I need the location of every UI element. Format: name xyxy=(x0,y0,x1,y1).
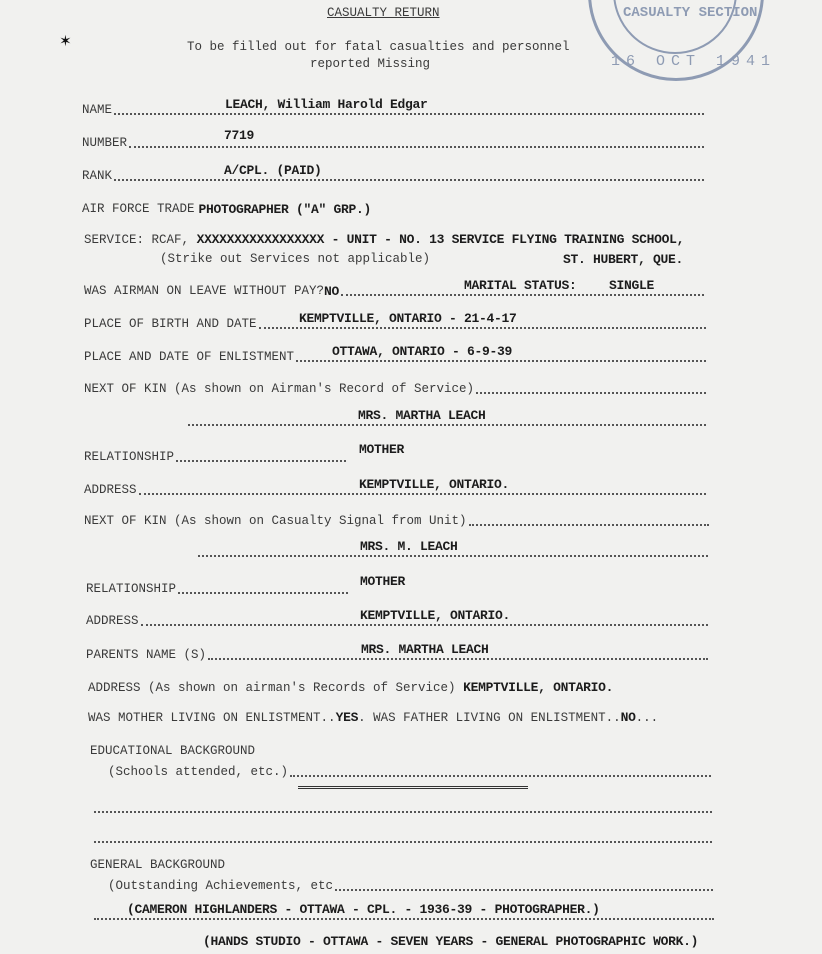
father-living-value: NO xyxy=(620,710,636,725)
document-title: CASUALTY RETURN xyxy=(327,6,440,20)
leave-value: NO xyxy=(324,284,340,299)
nok2-address: KEMPTVILLE, ONTARIO. xyxy=(360,608,511,623)
education-underline xyxy=(298,786,528,789)
nok2-label: NEXT OF KIN (As shown on Casualty Signal from Unit) xyxy=(84,514,467,528)
rank-value: A/CPL. (PAID) xyxy=(224,163,322,178)
enlistment-label: PLACE AND DATE OF ENLISTMENT xyxy=(84,350,295,364)
number-label: NUMBER xyxy=(82,136,128,150)
name-row xyxy=(82,97,704,118)
birth-label: PLACE OF BIRTH AND DATE xyxy=(84,317,257,331)
marital-label: MARITAL STATUS: xyxy=(464,278,577,293)
birth-row xyxy=(84,311,706,332)
stamp-text: CASUALTY SECTION xyxy=(623,5,758,21)
service-note: (Strike out Services not applicable) xyxy=(160,252,431,266)
education-label: EDUCATIONAL BACKGROUND xyxy=(90,744,256,758)
trade-label: AIR FORCE TRADE xyxy=(82,202,195,216)
trade-row xyxy=(82,201,422,217)
mother-living-label: WAS MOTHER LIVING ON ENLISTMENT xyxy=(88,711,321,725)
leave-row xyxy=(84,278,704,299)
service-value: - UNIT - NO. 13 SERVICE FLYING TRAINING SCHOOL, xyxy=(331,232,685,247)
living-row: WAS MOTHER LIVING ON ENLISTMENT..YES. WAS FATHER LIVING ON ENLISTMENT..NO... xyxy=(88,710,659,725)
marital-value: SINGLE xyxy=(609,278,655,293)
trade-value: PHOTOGRAPHER ("A" GRP.) xyxy=(198,202,372,217)
nok2-relationship-label: RELATIONSHIP xyxy=(86,582,177,596)
parents-address-row xyxy=(88,680,613,696)
intro-line-2: reported Missing xyxy=(310,57,431,71)
general-sub-row xyxy=(108,878,713,894)
received-stamp xyxy=(588,0,777,81)
name-label: NAME xyxy=(82,103,113,117)
parents-address-value: KEMPTVILLE, ONTARIO. xyxy=(463,680,614,695)
intro-line-1: To be filled out for fatal casualties and personnel xyxy=(187,40,570,54)
general-label: GENERAL BACKGROUND xyxy=(90,858,226,872)
nok1-address-row xyxy=(84,477,706,498)
nok1-relationship: MOTHER xyxy=(359,442,405,457)
service-row xyxy=(84,232,684,248)
education-sub: (Schools attended, etc.) xyxy=(108,765,289,779)
nok1-label: NEXT OF KIN (As shown on Airman's Record of Service) xyxy=(84,382,475,396)
enlistment-value: OTTAWA, ONTARIO - 6-9-39 xyxy=(332,344,513,359)
nok2-row xyxy=(84,513,709,529)
nok2-address-row xyxy=(86,608,708,629)
parents-address-label: ADDRESS (As shown on airman's Records of Service) xyxy=(88,681,456,695)
blank-line-2 xyxy=(92,830,712,846)
nok1-address: KEMPTVILLE, ONTARIO. xyxy=(359,477,510,492)
nok2-address-label: ADDRESS xyxy=(86,614,139,628)
nok1-address-label: ADDRESS xyxy=(84,483,137,497)
blank-line-1 xyxy=(92,800,712,816)
nok2-relationship: MOTHER xyxy=(360,574,406,589)
birth-value: KEMPTVILLE, ONTARIO - 21-4-17 xyxy=(299,311,517,326)
nok1-row xyxy=(84,381,706,397)
number-row xyxy=(82,128,704,151)
nok2-name: MRS. M. LEACH xyxy=(360,539,458,554)
nok1-relationship-row xyxy=(84,442,706,465)
rank-row xyxy=(82,163,704,184)
nok2-name-row xyxy=(196,539,708,560)
nok2-relationship-row xyxy=(86,574,708,597)
general-sub: (Outstanding Achievements, etc xyxy=(108,879,334,893)
general-line-1: (CAMERON HIGHLANDERS - OTTAWA - CPL. - 1936-39 - PHOTOGRAPHER.) xyxy=(127,902,600,917)
stamp-date: 16 OCT 1941 xyxy=(611,53,777,70)
parents-value: MRS. MARTHA LEACH xyxy=(361,642,489,657)
education-sub-row xyxy=(108,764,711,780)
nok1-name: MRS. MARTHA LEACH xyxy=(358,408,486,423)
mother-living-value: YES xyxy=(335,710,359,725)
nok1-name-row xyxy=(186,408,706,429)
general-line-1-row xyxy=(92,902,714,923)
name-value: LEACH, William Harold Edgar xyxy=(225,97,428,112)
service-struck: XXXXXXXXXXXXXXXXX xyxy=(196,232,325,247)
parents-label: PARENTS NAME (S) xyxy=(86,648,207,662)
parents-row xyxy=(86,642,708,663)
service-label: SERVICE: xyxy=(84,233,145,247)
general-line-2: (HANDS STUDIO - OTTAWA - SEVEN YEARS - GENERAL PHOTOGRAPHIC WORK.) xyxy=(203,934,699,949)
father-living-label: WAS FATHER LIVING ON ENLISTMENT xyxy=(373,711,606,725)
service-value-2: ST. HUBERT, QUE. xyxy=(563,252,684,267)
rank-label: RANK xyxy=(82,169,113,183)
leave-label: WAS AIRMAN ON LEAVE WITHOUT PAY? xyxy=(84,284,325,298)
enlistment-row xyxy=(84,344,706,365)
number-value: 7719 xyxy=(224,128,255,143)
service-rcaf: RCAF, xyxy=(151,233,190,247)
handwritten-mark-icon: ✶ xyxy=(60,32,71,52)
nok1-relationship-label: RELATIONSHIP xyxy=(84,450,175,464)
